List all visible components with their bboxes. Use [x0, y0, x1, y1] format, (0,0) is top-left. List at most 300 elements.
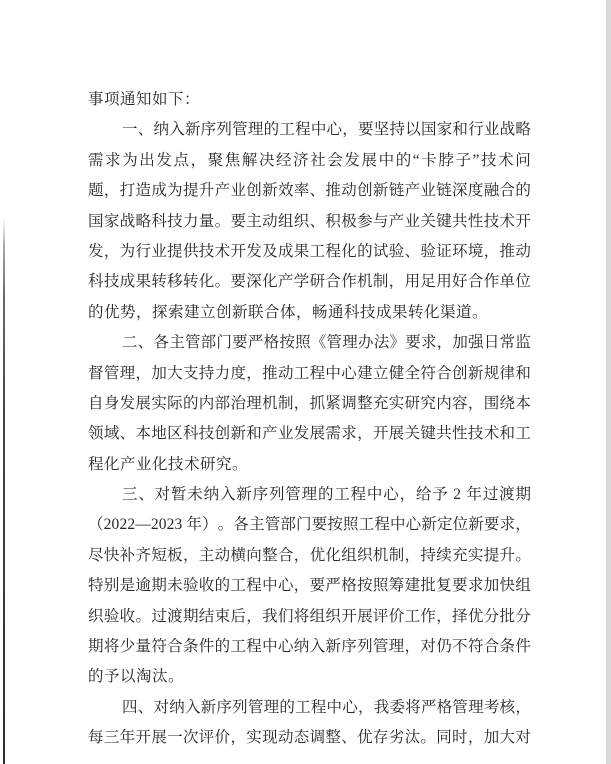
text-char: 究 [420, 394, 436, 412]
text-char: 经 [276, 151, 292, 169]
text-char: 我 [262, 607, 278, 625]
text-line [88, 632, 531, 662]
text-line [88, 419, 531, 449]
text-char: 技 [198, 242, 215, 260]
text-char: 工 [230, 577, 246, 595]
text-char: 收 [119, 607, 136, 625]
text-char: 年 [466, 486, 483, 504]
text-char: 程 [295, 121, 311, 139]
text-char: 态 [293, 729, 310, 747]
text-char: 造 [135, 182, 151, 200]
text-char: 区 [167, 425, 183, 443]
text-char: 性 [467, 212, 484, 230]
text-line: 的优势，探索建立创新联合体，畅通科技成果转化渠道。 [88, 303, 489, 321]
text-char: 要 [309, 577, 326, 595]
text-char: 链 [388, 182, 405, 200]
text-char: 发 [344, 151, 360, 169]
text-char: 展 [357, 607, 373, 625]
text-char: 绕 [499, 394, 516, 412]
text-char: 验 [182, 577, 199, 595]
text-char: 围 [483, 394, 500, 412]
text-char: 按 [357, 577, 373, 595]
text-char: 关 [420, 212, 436, 230]
text-char: 整 [357, 394, 373, 412]
text-char: 要 [358, 121, 374, 139]
text-char: 规 [483, 364, 500, 382]
text-char: 家 [103, 212, 120, 230]
text-char: 提 [483, 546, 500, 564]
text-char: 组 [341, 546, 357, 564]
text-char: 的 [279, 698, 295, 716]
text-char: ” [472, 151, 480, 169]
text-char: 化 [198, 273, 215, 291]
text-char: 列 [268, 486, 285, 504]
text-char: 学 [293, 273, 310, 291]
text-char: ， [182, 546, 199, 564]
text-char: 过 [482, 486, 499, 504]
text-char: 汰 [404, 729, 421, 747]
text-char: 科 [88, 273, 104, 291]
text-char: 业 [420, 182, 436, 200]
text-char: 移 [167, 273, 183, 291]
text-char: 理 [263, 698, 280, 716]
text-char: 加 [151, 364, 167, 382]
text-char: 动 [341, 182, 357, 200]
text-char: 三 [103, 729, 120, 747]
text-char: 中 [262, 577, 278, 595]
text-char: ， [483, 242, 500, 260]
text-char: 战 [499, 121, 516, 139]
text-char: 治 [230, 394, 246, 412]
text-char: ， [293, 546, 310, 564]
text-char: 力 [214, 364, 231, 382]
text-char: 紧 [325, 394, 341, 412]
text-char: 理 [388, 638, 405, 656]
text-char: 批 [420, 577, 436, 595]
text-char: 升 [198, 182, 215, 200]
text-char: 筹 [388, 577, 405, 595]
text-char: 境 [467, 242, 484, 260]
text-char: 新 [184, 121, 201, 139]
text-char: 格 [263, 334, 280, 352]
text-char: 和 [246, 425, 262, 443]
text-char: 纳 [293, 638, 310, 656]
text-char: 用 [404, 273, 421, 291]
text-char: 对 [154, 486, 171, 504]
text-char: 合 [499, 182, 516, 200]
text-char: 、 [137, 334, 154, 352]
text-char: 技 [198, 425, 215, 443]
text-char: 部 [200, 334, 217, 352]
text-char: 法 [373, 334, 390, 352]
text-char: 技 [483, 212, 500, 230]
text-char: 心 [277, 638, 294, 656]
text-char: 核 [499, 698, 516, 716]
text-char: 少 [119, 638, 136, 656]
text-char: 关 [404, 425, 421, 443]
text-char: 行 [468, 121, 484, 139]
text-char: 化 [262, 273, 278, 291]
text-char: 产 [214, 182, 231, 200]
text-char: 织 [88, 607, 104, 625]
text-char: 。 [217, 516, 234, 534]
text-char: ， [436, 607, 452, 625]
text-char: 中 [326, 698, 343, 716]
text-char: 予 [432, 486, 448, 504]
text-char: 工 [230, 638, 246, 656]
text-char: 抓 [309, 394, 326, 412]
text-char: 国 [88, 212, 104, 230]
text-char: 工 [358, 516, 375, 534]
text-char: 现 [262, 729, 278, 747]
text-char: 大 [499, 729, 516, 747]
text-char: 验 [103, 607, 120, 625]
text-char: 转 [151, 273, 167, 291]
text-char: ， [358, 698, 374, 716]
text-char: 新 [468, 516, 484, 534]
text-char: 新 [262, 182, 278, 200]
text-char: 管 [264, 516, 281, 534]
text-char: 分 [483, 607, 500, 625]
text-char: 中 [325, 364, 341, 382]
text-char: 持 [389, 121, 405, 139]
text-char: 发 [88, 242, 104, 260]
text-char: 支 [182, 364, 199, 382]
text-char: 发 [293, 425, 310, 443]
text-char: 符 [151, 638, 167, 656]
text-char: 工 [295, 698, 311, 716]
text-char: 制 [388, 546, 405, 564]
text-line [88, 176, 531, 206]
text-char: 格 [341, 577, 357, 595]
text-char: 横 [230, 546, 246, 564]
text-char: 管 [103, 364, 120, 382]
text-char: 续 [436, 546, 452, 564]
text-char: 充 [452, 546, 468, 564]
text-char: 列 [232, 698, 248, 716]
text-char: 工 [334, 486, 350, 504]
text-char: 成 [119, 273, 136, 291]
text-char: 条 [182, 638, 199, 656]
text-char: 的 [515, 182, 531, 200]
text-char: 合 [436, 364, 452, 382]
text-char: 业 [404, 212, 421, 230]
text-char: 评 [198, 729, 215, 747]
text-char: 坚 [373, 121, 390, 139]
text-char: 对 [515, 729, 531, 747]
text-char: 及 [262, 242, 278, 260]
text-char: 组 [277, 212, 294, 230]
text-char: 考 [483, 698, 500, 716]
text-char: 的 [214, 577, 231, 595]
text-char: 严 [325, 577, 341, 595]
text-char: 办 [358, 334, 374, 352]
text-char: 持 [420, 546, 436, 564]
text-line [88, 480, 531, 510]
text-char: 2 [119, 516, 128, 534]
text-char: 推 [325, 182, 341, 200]
text-char: 融 [483, 182, 500, 200]
text-char: 。 [135, 607, 151, 625]
text-char: 列 [357, 638, 373, 656]
text-char: 加 [452, 334, 468, 352]
text-char: 动 [515, 242, 531, 260]
text-char: 入 [309, 638, 326, 656]
text-char: 发 [156, 151, 172, 169]
text-char: 地 [151, 425, 167, 443]
text-char: 存 [372, 729, 389, 747]
text-char: 《 [310, 334, 327, 352]
text-char: ， [246, 607, 262, 625]
text-char: 的 [357, 242, 373, 260]
text-char [449, 480, 453, 510]
text-char: 深 [452, 182, 468, 200]
text-char: 身 [103, 394, 120, 412]
text-char: — [135, 516, 151, 534]
text-char: 工 [293, 364, 310, 382]
text-char: 果 [293, 242, 310, 260]
text-char: 是 [119, 577, 136, 595]
text-char: 共 [436, 425, 452, 443]
text-char: 各 [153, 334, 169, 352]
text-char: 工 [279, 121, 295, 139]
text-char: 补 [119, 546, 136, 564]
text-char: 参 [357, 212, 373, 230]
text-char: 业 [277, 425, 294, 443]
text-char: 链 [436, 182, 452, 200]
text-char: 极 [341, 212, 357, 230]
text-char: 业 [151, 242, 167, 260]
text-char: 序 [200, 121, 217, 139]
text-char: 监 [515, 334, 531, 352]
text-char: 一 [122, 121, 138, 139]
text-char: ， [467, 729, 484, 747]
text-char: 试 [372, 242, 389, 260]
scan-artifact-left-edge-line [3, 218, 5, 764]
text-char: 建 [404, 577, 421, 595]
text-char: 转 [182, 273, 199, 291]
text-char: 要 [232, 334, 248, 352]
text-char: 心 [277, 577, 294, 595]
text-char: 持 [198, 364, 215, 382]
text-char: 新 [467, 364, 484, 382]
text-char: 决 [258, 151, 275, 169]
text-char: 聚 [207, 151, 224, 169]
text-char: 社 [310, 151, 326, 169]
text-char: 要 [311, 516, 328, 534]
text-char: 展 [309, 425, 326, 443]
text-char: 际 [167, 394, 183, 412]
text-char: 发 [119, 394, 136, 412]
text-char: 大 [167, 364, 183, 382]
text-char: 为 [122, 151, 138, 169]
text-char: 批 [499, 607, 516, 625]
text-char: 期 [515, 486, 531, 504]
text-char: 加 [483, 729, 500, 747]
text-char: 管 [372, 638, 389, 656]
text-char: 织 [357, 546, 373, 564]
text-char: 工 [515, 425, 531, 443]
text-line: 的予以淘汰。 [88, 668, 185, 686]
text-char: 管 [232, 121, 248, 139]
text-char: 后 [230, 607, 246, 625]
text-char: 心 [405, 516, 422, 534]
text-char: 新 [200, 698, 217, 716]
text-char: 创 [357, 182, 373, 200]
text-char: 容 [452, 394, 468, 412]
text-char: 工 [309, 242, 326, 260]
text-char: 的 [182, 394, 199, 412]
text-char: 律 [499, 364, 516, 382]
text-char: 各 [233, 516, 249, 534]
text-char: 程 [310, 698, 327, 716]
text-char: 展 [361, 151, 378, 169]
text-char: 同 [436, 729, 452, 747]
text-char: 中 [310, 121, 327, 139]
text-char: 严 [247, 334, 264, 352]
text-char: ， [103, 182, 120, 200]
text-char: 作 [341, 273, 357, 291]
text-char: 开 [230, 242, 246, 260]
text-line [88, 723, 531, 753]
text-char: 序 [216, 698, 232, 716]
text-char: 深 [246, 273, 262, 291]
text-char: ， [515, 698, 531, 716]
text-char: 三 [122, 486, 138, 504]
text-char: 符 [467, 638, 484, 656]
text-char: 对 [153, 698, 169, 716]
text-char: 结 [198, 607, 215, 625]
text-char: 脖 [438, 151, 454, 169]
text-char: 优 [357, 729, 373, 747]
text-char: 部 [280, 516, 296, 534]
text-line [88, 389, 531, 419]
text-char: 会 [327, 151, 343, 169]
text-char: 出 [139, 151, 155, 169]
text-char: 技 [467, 425, 484, 443]
text-char: 实 [246, 729, 262, 747]
text-char: 列 [216, 121, 232, 139]
text-char: 收 [198, 577, 215, 595]
text-char: 产 [388, 212, 405, 230]
text-char: 。 [214, 273, 231, 291]
text-char: 常 [499, 334, 516, 352]
text-line [88, 541, 531, 571]
text-char: 家 [436, 121, 453, 139]
text-char: 本 [515, 394, 531, 412]
text-char: 自 [88, 394, 104, 412]
text-char: 术 [483, 425, 500, 443]
text-char: 择 [452, 607, 468, 625]
text-char: 心 [342, 698, 358, 716]
text-char: 理 [246, 394, 262, 412]
text-char: 升 [499, 546, 516, 564]
text-char: 焦 [224, 151, 241, 169]
text-char: 》 [389, 334, 405, 352]
text-char: 的 [214, 638, 231, 656]
text-char: 格 [436, 698, 453, 716]
text-line [88, 602, 531, 632]
text-char: 为 [167, 182, 183, 200]
text-char: 推 [499, 242, 516, 260]
text-line: 事项通知如下： [88, 91, 201, 108]
text-char: 仍 [436, 638, 452, 656]
text-char: 制 [372, 273, 389, 291]
text-char: 合 [483, 638, 500, 656]
text-char: 将 [103, 638, 120, 656]
text-char: 实 [467, 546, 484, 564]
text-char: ， [230, 729, 246, 747]
text-char: 环 [452, 242, 468, 260]
text-char: 短 [151, 546, 167, 564]
text-char: 中 [262, 638, 278, 656]
text-char: 主 [169, 334, 185, 352]
text-char: ， [357, 425, 373, 443]
text-char: 暂 [170, 486, 187, 504]
text-char: ， [436, 334, 453, 352]
text-char: 新 [230, 425, 246, 443]
text-char: 略 [135, 212, 151, 230]
text-char: 位 [452, 516, 469, 534]
text-char: 每 [88, 729, 104, 747]
text-char: 开 [135, 729, 151, 747]
text-char: ， [103, 242, 120, 260]
text-char: 动 [277, 729, 294, 747]
text-char: ， [388, 273, 405, 291]
text-char: 和 [499, 425, 516, 443]
text-char: 成 [277, 242, 294, 260]
text-char: 内 [198, 394, 215, 412]
text-char: 术 [499, 212, 516, 230]
text-char: 2 [166, 516, 175, 534]
text-char: 。 [214, 212, 231, 230]
text-char: 次 [182, 729, 199, 747]
text-char: 条 [499, 638, 516, 656]
text-char: 入 [184, 698, 201, 716]
text-line [88, 510, 531, 540]
text-char: ， [404, 546, 421, 564]
text-char: ， [293, 577, 310, 595]
text-char: 别 [103, 577, 120, 595]
text-char: 一 [167, 729, 183, 747]
text-char: 科 [151, 212, 167, 230]
text-char: 符 [420, 364, 436, 382]
text-char: 求 [499, 516, 516, 534]
text-char: 验 [420, 242, 436, 260]
text-char: 作 [483, 273, 500, 291]
text-char: 不 [452, 638, 468, 656]
text-char: 程 [246, 577, 262, 595]
text-char: 打 [119, 182, 136, 200]
text-char: 域 [103, 425, 120, 443]
text-char: 好 [452, 273, 468, 291]
text-char: 价 [388, 607, 405, 625]
text-char: 渡 [499, 486, 515, 504]
text-char: 按 [327, 516, 343, 534]
text-char: 照 [372, 577, 389, 595]
text-char: 中 [378, 151, 395, 169]
text-char: 期 [88, 638, 104, 656]
text-char: 用 [436, 273, 452, 291]
text-char: 位 [515, 273, 531, 291]
text-char: 程 [350, 486, 367, 504]
text-char: 入 [169, 121, 185, 139]
text-char: 特 [88, 577, 104, 595]
text-char: 组 [309, 607, 326, 625]
text-char: 的 [395, 151, 412, 169]
text-char: 技 [481, 151, 497, 169]
text-char: 展 [135, 394, 151, 412]
